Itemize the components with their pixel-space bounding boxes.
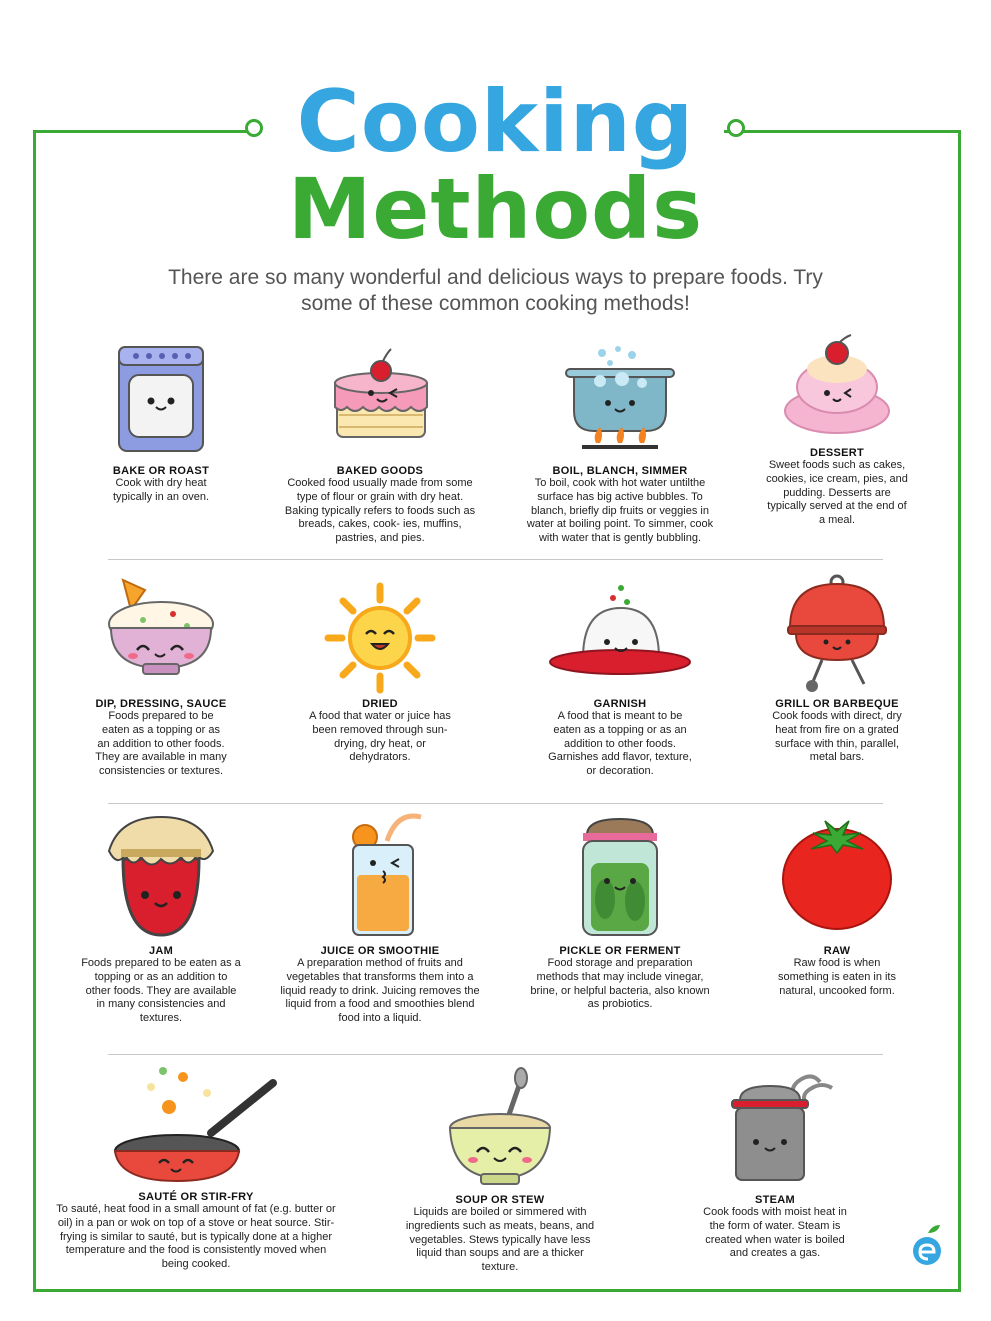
method-steam — [675, 1070, 875, 1261]
dip-bowl-icon — [103, 574, 219, 694]
method-description: Cooked food usually made from some type of flour or grain with dry heat. Baking typically refers to foods such as breads, cakes, cook- ies, muffins, pastries, and pies. — [284, 477, 476, 545]
tomato-icon — [779, 813, 895, 941]
method-name: GRILL OR BARBEQUE — [775, 698, 899, 710]
method-pickle-or-ferment — [520, 815, 720, 1012]
frying-pan-icon — [111, 1063, 281, 1187]
method-name: BAKE OR ROAST — [112, 465, 210, 477]
method-description: To sauté, heat food in a small amount of fat (e.g. butter or oil) in a pan or wok on top of a stove or heat source. Stir-frying is similar to sauté, but is typically done at a higher temperature and the food is consistently moved when being cooked. — [56, 1203, 336, 1271]
method-name: SOUP OR STEW — [455, 1194, 545, 1206]
method-dip-dressing-sauce — [61, 574, 261, 779]
sundae-icon — [779, 333, 895, 443]
oven-icon — [111, 343, 211, 461]
method-dessert — [737, 333, 937, 528]
method-description: Food storage and preparation methods that may include vinegar, brine, or helpful bacteria, also known as probiotics. — [530, 957, 710, 1011]
method-name: JAM — [148, 945, 174, 957]
method-description: To boil, cook with hot water untilthe surface has big active bubbles. To blanch, briefly dip fruits or veggies in water at boiling point. To simmer, cook with water that is gently bubbling. — [526, 477, 714, 545]
method-name: PICKLE OR FERMENT — [559, 945, 681, 957]
method-description: A food that water or juice has been removed through sun- drying, dry heat, or dehydrators. — [309, 710, 451, 764]
method-grill-or-barbeque — [737, 572, 937, 765]
method-description: Raw food is when something is eaten in its natural, uncooked form. — [777, 957, 896, 997]
method-description: A preparation method of fruits and vegetables that transforms them into a liquid ready to drink. Juicing removes the liquid from a food and smoothies blend food into a liquid. — [280, 957, 480, 1025]
method-name: JUICE OR SMOOTHIE — [320, 945, 440, 957]
row-divider — [108, 803, 883, 804]
steam-pot-icon — [710, 1070, 840, 1190]
jam-jar-icon — [103, 815, 219, 941]
title-line1: Cooking — [296, 72, 695, 172]
pickle-jar-icon — [575, 815, 665, 941]
method-juice-or-smoothie — [280, 811, 480, 1026]
juice-glass-icon — [325, 811, 435, 941]
rice-plate-icon — [547, 582, 693, 694]
method-baked-goods — [280, 343, 480, 546]
method-name: DIP, DRESSING, SAUCE — [95, 698, 227, 710]
method-bake-or-roast — [61, 343, 261, 505]
method-jam — [61, 815, 261, 1026]
method-garnish — [520, 582, 720, 779]
method-name: STEAM — [755, 1194, 795, 1206]
row-divider — [108, 559, 883, 560]
method-description: Cook with dry heat typically in an oven. — [113, 477, 209, 503]
title-line2: Methods — [287, 160, 704, 258]
method-name: DRIED — [362, 698, 398, 710]
method-description: Foods prepared to be eaten as a topping or as an addition to other foods. They are available in many consistencies or textures. — [95, 710, 227, 778]
method-name: BAKED GOODS — [336, 465, 424, 477]
method-name: SAUTÉ OR STIR-FRY — [138, 1191, 254, 1203]
method-saute-or-stir-fry — [56, 1063, 336, 1272]
method-name: GARNISH — [593, 698, 647, 710]
method-description: A food that is meant to be eaten as a topping or as an addition to other foods. Garnishes add flavor, texture, or decoration. — [548, 710, 692, 778]
method-description: Liquids are boiled or simmered with ingredients such as meats, beans, and vegetables. Stews typically have less liquid than soups and are a thicker texture. — [405, 1206, 595, 1274]
method-name: BOIL, BLANCH, SIMMER — [552, 465, 688, 477]
method-description: Cook foods with moist heat in the form of water. Steam is created when water is boiled and creates a gas. — [703, 1206, 847, 1260]
row-divider — [108, 1054, 883, 1055]
method-description: Cook foods with direct, dry heat from fire on a grated surface with thin, parallel, metal bars. — [772, 710, 902, 764]
method-soup-or-stew — [398, 1066, 602, 1275]
grill-icon — [782, 572, 892, 694]
subtitle: There are so many wonderful and delicious ways to prepare foods. Try some of these common cooking methods! — [168, 266, 823, 315]
pot-icon — [560, 343, 680, 461]
sun-icon — [324, 582, 436, 694]
method-dried — [280, 582, 480, 765]
method-description: Foods prepared to be eaten as a topping or as an addition to other foods. They are available in many consistencies and textures. — [81, 957, 241, 1025]
method-name: RAW — [823, 945, 851, 957]
method-raw — [737, 813, 937, 998]
cake-icon — [325, 343, 435, 461]
method-name: DESSERT — [809, 447, 865, 459]
soup-bowl-icon — [445, 1066, 555, 1190]
method-description: Sweet foods such as cakes, cookies, ice cream, pies, and pudding. Desserts are typically served at the end of a meal. — [766, 459, 908, 527]
brand-logo-icon — [912, 1225, 944, 1269]
method-boil-blanch-simmer — [520, 343, 720, 546]
